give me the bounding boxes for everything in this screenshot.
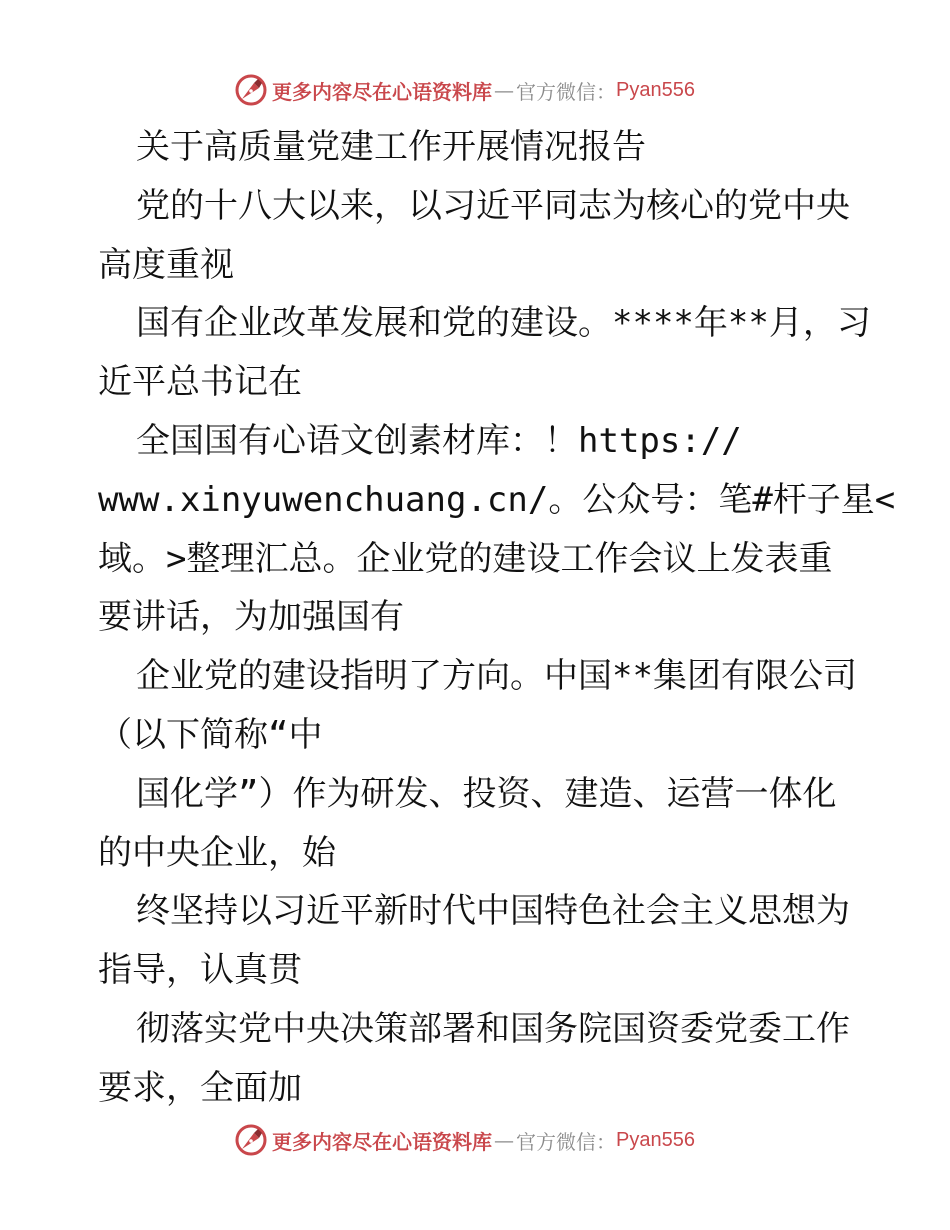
doc-line: 国化学”）作为研发、投资、建造、运营一体化 [136,773,837,814]
watermark-title: 更多内容尽在心语资料库 [272,1129,492,1154]
doc-line: 党的十八大以来，以习近平同志为核心的党中央 [136,185,850,226]
doc-line: 国有企业改革发展和党的建设。****年**月，习 [136,303,871,344]
watermark-dash: — [494,1128,514,1152]
doc-line: 指导，认真贯 [98,950,302,991]
watermark-wechat-label: 官方微信： [516,79,616,104]
doc-line: 要求，全面加 [98,1067,302,1108]
watermark-title: 更多内容尽在心语资料库 [272,79,492,104]
doc-line: 全国国有心语文创素材库：！https:// [136,420,742,461]
footer-watermark [234,1122,754,1158]
doc-line: 终坚持以习近平新时代中国特色社会主义思想为 [136,891,850,932]
doc-line: 要讲话，为加强国有 [98,597,404,638]
doc-line: （以下简称“中 [98,714,323,755]
pen-nib-logo-icon [234,1123,268,1157]
header-watermark [234,72,754,108]
pen-nib-logo-icon [234,73,268,107]
watermark-wechat-id: Pyan556 [616,1128,695,1151]
watermark-wechat-label: 官方微信： [516,1129,616,1154]
doc-title: 关于高质量党建工作开展情况报告 [136,127,646,167]
doc-line: 的中央企业，始 [98,832,336,873]
doc-line: 近平总书记在 [98,362,302,403]
doc-line: 彻落实党中央决策部署和国务院国资委党委工作 [136,1008,850,1049]
watermark-dash: — [494,78,514,102]
watermark-wechat-id: Pyan556 [616,78,695,101]
doc-line: 高度重视 [98,244,234,285]
doc-line-url: www.xinyuwenchuang.cn/。公众号：笔#杆子星< [98,479,896,520]
doc-line: 域。>整理汇总。企业党的建设工作会议上发表重 [98,538,833,579]
doc-line: 企业党的建设指明了方向。中国**集团有限公司 [136,656,857,697]
document-body [98,118,896,1118]
